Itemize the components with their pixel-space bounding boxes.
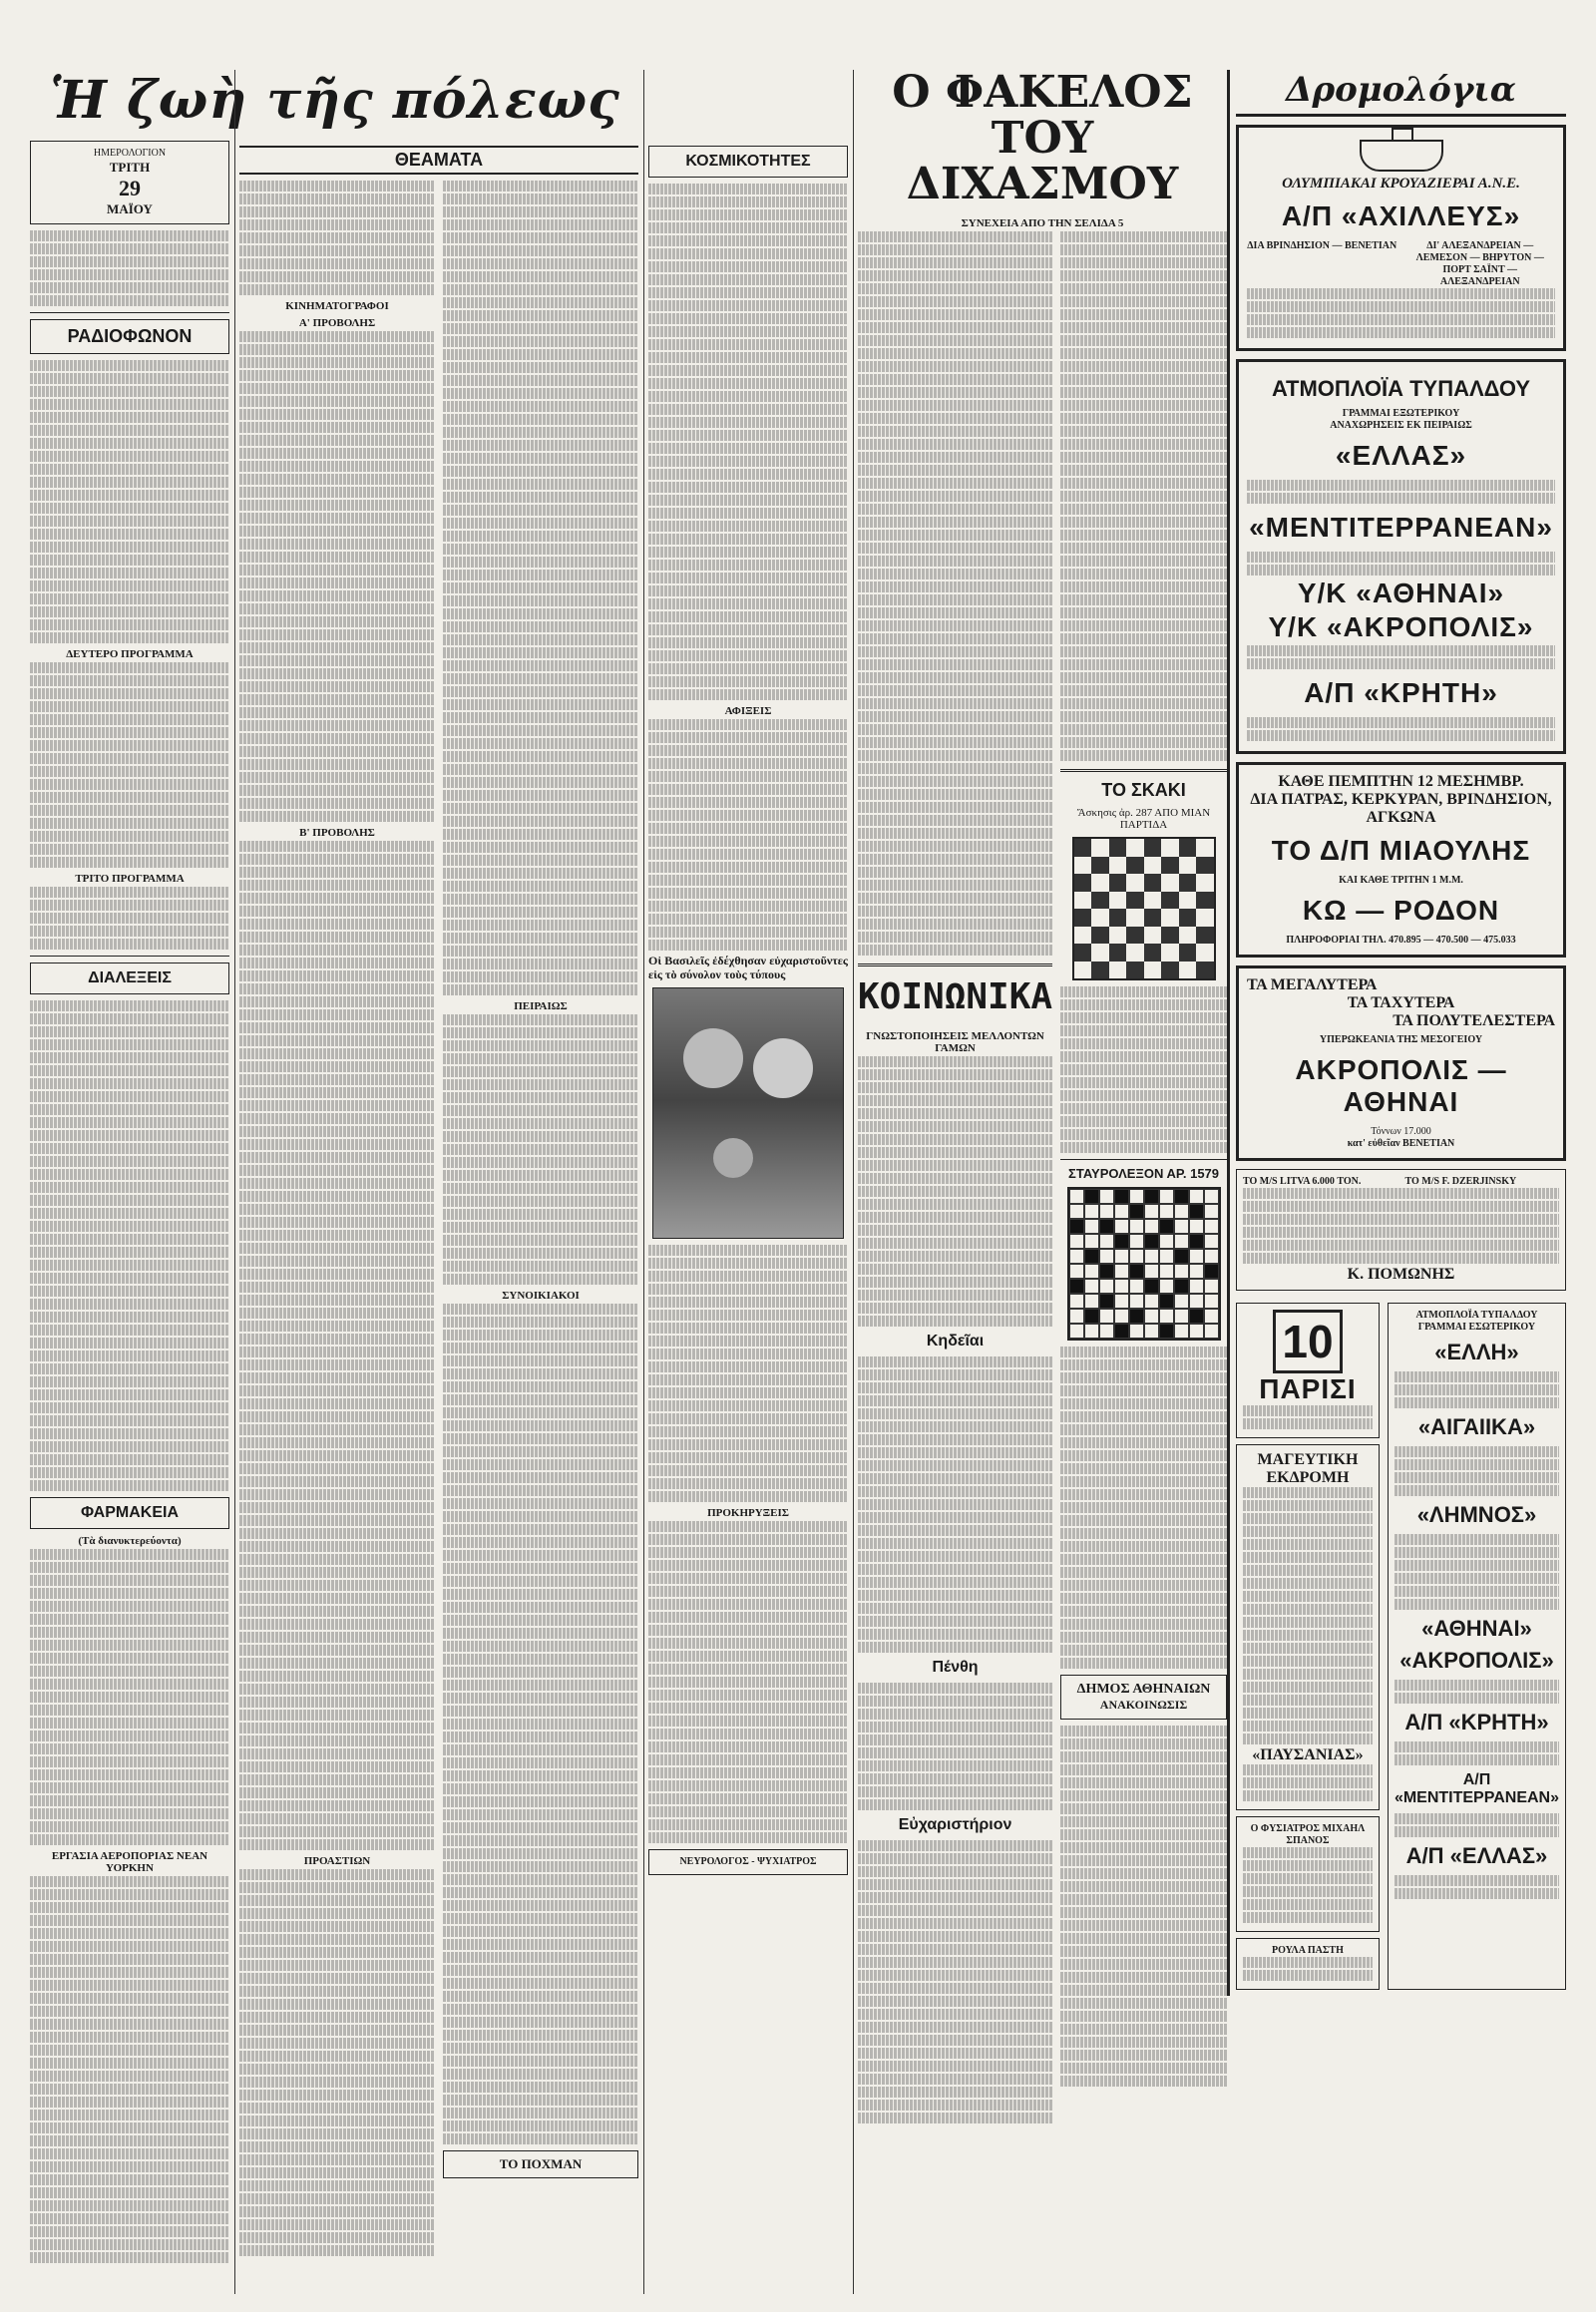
- calendar-label: ΗΜΕΡΟΛΟΓΙΟΝ: [93, 148, 167, 159]
- kriti-ship: Α/Π «ΚΡΗΤΗ»: [1304, 677, 1498, 708]
- calendar-month: ΜΑΪΟΥ: [107, 201, 153, 216]
- ten-days-logo: 10: [1273, 1310, 1342, 1373]
- foreign-lines: ΓΡΑΜΜΑΙ ΕΞΩΤΕΡΙΚΟΥ: [1342, 408, 1460, 419]
- crossword-heading: ΣΤΑΥΡΟΛΕΞΟΝ ΑΡ. 1579: [1068, 1166, 1220, 1181]
- doctor-name: Ο ΦΥΣΙΑΤΡΟΣ ΜΙΧΑΗΛ ΣΠΑΝΟΣ: [1250, 1823, 1366, 1846]
- athinai-ship-2: «ΑΘΗΝΑΙ»: [1421, 1616, 1532, 1641]
- mediterranean-ship-2: Α/Π «ΜΕΝΤΙΤΕΡΡΑΝΕΑΝ»: [1394, 1771, 1559, 1806]
- chess-board: [1072, 837, 1216, 980]
- miaoulis-name: ΤΟ Δ/Π ΜΙΑΟΥΛΗΣ: [1271, 835, 1531, 866]
- calendar-box: [30, 141, 229, 224]
- ellas-ship: «ΕΛΛΑΣ»: [1335, 440, 1467, 471]
- internal-lines: ΓΡΑΜΜΑΙ ΕΣΩΤΕΡΙΚΟΥ: [1417, 1322, 1536, 1333]
- biggest: ΤΑ ΜΕΓΑΛΥΤΕΡΑ: [1247, 976, 1378, 993]
- municipality-heading: ΔΗΜΟΣ ΑΘΗΝΑΙΩΝ: [1076, 1682, 1211, 1697]
- pharmacies-heading: ΦΑΡΜΑΚΕΙΑ: [30, 1497, 229, 1529]
- magic-trip-ad: [1236, 1444, 1380, 1810]
- achilleus-route2: ΔΙ' ΑΛΕΞΑΝΔΡΕΙΑΝ — ΛΕΜΕΣΟΝ — ΒΗΡΥΤΟΝ — ΠΟΡΤ ΣΑΪΝΤ — ΑΛΕΞΑΝΔΡΕΙΑΝ: [1415, 240, 1544, 287]
- poxmann-ad: ΤΟ ΠΟΧΜΑΝ: [499, 2156, 583, 2171]
- funerals-heading: Κηδεῖαι: [926, 1333, 985, 1349]
- phones: ΠΛΗΡΟΦΟΡΙΑΙ ΤΗΛ. 470.895 — 470.500 — 475.033: [1286, 935, 1516, 946]
- akropolis-athinai: ΑΚΡΟΠΟΛΙΣ — ΑΘΗΝΑΙ: [1295, 1054, 1507, 1117]
- pomonis: Κ. ΠΟΜΩΝΗΣ: [1347, 1266, 1455, 1283]
- ellas-ship-2: Α/Π «ΕΛΛΑΣ»: [1405, 1843, 1548, 1868]
- mediterranean-ship: «ΜΕΝΤΙΤΕΡΡΑΝΕΑΝ»: [1249, 512, 1553, 543]
- roula-name: ΡΟΥΛΑ ΠΑΣΤΗ: [1272, 1945, 1344, 1956]
- pharmacies-subheading: (Τὰ διανυκτερεύοντα): [78, 1535, 182, 1547]
- announcement-heading: ΑΝΑΚΟΙΝΩΣΙΣ: [1099, 1698, 1188, 1712]
- cargo-heading: ΕΡΓΑΣΙΑ ΑΕΡΟΠΟΡΙΑΣ ΝΕΑΝ ΥΟΡΚΗΝ: [51, 1850, 208, 1874]
- column-schedules: [1227, 70, 1566, 1996]
- miaoulis-ad: [1236, 762, 1566, 958]
- doctor-ad: [1236, 1816, 1380, 1932]
- every-thursday: ΚΑΘΕ ΠΕΜΠΤΗΝ 12 ΜΕΣΗΜΒΡ.: [1278, 773, 1524, 790]
- calendar-weekday: ΤΡΙΤΗ: [109, 160, 151, 175]
- proclamations-heading: ΠΡΟΚΗΡΥΞΕΙΣ: [707, 1507, 789, 1519]
- limnos-ship: «ΛΗΜΝΟΣ»: [1416, 1502, 1537, 1527]
- litva: ΤΟ Μ/S LITVA 6.000 ΤΟΝ.: [1243, 1176, 1362, 1187]
- patras-route: ΔΙΑ ΠΑΤΡΑΣ, ΚΕΡΚΥΡΑΝ, ΒΡΙΝΔΗΣΙΟΝ, ΑΓΚΩΝΑ: [1250, 791, 1552, 826]
- typaldos-name: ΑΤΜΟΠΛΟΪΑ ΤΥΠΑΛΔΟΥ: [1271, 376, 1531, 401]
- dzerjinsky: ΤΟ Μ/S F. DZERJINSKY: [1404, 1176, 1517, 1187]
- chess-heading: ΤΟ ΣΚΑΚΙ: [1101, 780, 1186, 800]
- third-program-heading: ΤΡΙΤΟ ΠΡΟΓΡΑΜΜΑ: [75, 873, 185, 885]
- akropolis-liner-ad: [1236, 965, 1566, 1161]
- ship-icon: [1360, 140, 1443, 172]
- olympic-ad: [1236, 125, 1566, 351]
- column-feature: [858, 67, 1227, 2125]
- chess-subheading: Ἄσκησις ἀρ. 287 ΑΠΟ ΜΙΑΝ ΠΑΡΤΙΔΑ: [1076, 807, 1211, 831]
- theatres-heading: ΘΕΑΜΑΤΑ: [239, 146, 638, 175]
- column-shows: [239, 70, 638, 2258]
- aigaiika-ship: «ΑΙΓΑΙΙΚΑ»: [1417, 1414, 1536, 1439]
- fastest: ΤΑ ΤΑΧΥΤΕΡΑ: [1347, 994, 1455, 1011]
- schedules-heading: Δρομολόγια: [1236, 70, 1566, 117]
- photo-caption-title: Οἱ Βασιλεῖς ἐδέχθησαν εὐχαριστοῦντες εἰς τὸ σύνολον τοὺς τύπους: [648, 954, 848, 981]
- outskirts-heading: ΠΡΟΑΣΤΙΩΝ: [303, 1855, 371, 1867]
- piraeus-heading: ΠΕΙΡΑΙΩΣ: [514, 1000, 568, 1012]
- olympic-name: ΟΛΥΜΠΙΑΚΑΙ ΚΡΟΥΑΖΙΕΡΑΙ Α.Ν.Ε.: [1282, 176, 1520, 192]
- kos-rodon: ΚΩ — ΡΟΔΟΝ: [1302, 895, 1500, 926]
- engagements-heading: ΓΝΩΣΤΟΠΟΙΗΣΕΙΣ ΜΕΛΛΟΝΤΩΝ ΓΑΜΩΝ: [866, 1030, 1044, 1054]
- athinai-ship: Υ/Κ «ΑΘΗΝΑΙ»: [1297, 578, 1505, 608]
- akropolis-ship: Υ/Κ «ΑΚΡΟΠΟΛΙΣ»: [1268, 611, 1534, 642]
- radio-heading: ΡΑΔΙΟΦΩΝΟΝ: [30, 319, 229, 354]
- crossword-grid: [1067, 1187, 1221, 1341]
- second-program-heading: ΔΕΥΤΕΡΟ ΠΡΟΓΡΑΜΜΑ: [66, 648, 194, 660]
- feature-kicker: ΣΥΝΕΧΕΙΑ ΑΠΟ ΤΗΝ ΣΕΛΙΔΑ 5: [961, 217, 1124, 229]
- soviet-ships-ad: [1236, 1169, 1566, 1291]
- typaldos-ad: [1236, 359, 1566, 754]
- neurologist-ad: ΝΕΥΡΟΛΟΓΟΣ - ΨΥΧΙΑΤΡΟΣ: [679, 1856, 817, 1867]
- typaldos-name-2: ΑΤΜΟΠΛΟΪΑ ΤΥΠΑΛΔΟΥ: [1415, 1310, 1538, 1321]
- feature-title: Ο ΦΑΚΕΛΟΣ ΤΟΥ ΔΙΧΑΣΜΟΥ: [892, 67, 1193, 209]
- second-run-heading: Β' ΠΡΟΒΟΛΗΣ: [299, 827, 375, 839]
- venice-line: κατ' εὐθεῖαν ΒΕΝΕΤΙΑΝ: [1347, 1138, 1455, 1149]
- magic-trip: ΜΑΓΕΥΤΙΚΗ ΕΚΔΡΟΜΗ: [1257, 1451, 1359, 1486]
- first-run-heading: Α' ΠΡΟΒΟΛΗΣ: [298, 317, 376, 329]
- ocean-liners: ΥΠΕΡΩΚΕΑΝΙΑ ΤΗΣ ΜΕΣΟΓΕΙΟΥ: [1319, 1034, 1483, 1045]
- arrivals-heading: ΑΦΙΞΕΙΣ: [724, 705, 772, 717]
- departures: ΑΝΑΧΩΡΗΣΕΙΣ ΕΚ ΠΕΙΡΑΙΩΣ: [1330, 420, 1472, 431]
- elli-ship: «ΕΛΛΗ»: [1434, 1340, 1519, 1364]
- cinemas-heading: ΚΙΝΗΜΑΤΟΓΡΑΦΟΙ: [285, 300, 389, 312]
- tons: Τόννων 17.000: [1371, 1126, 1431, 1137]
- typaldos-internal-ad: [1388, 1303, 1566, 1990]
- koinonika-title: ΚΟΙΝΩΝΙΚΑ: [858, 976, 1053, 1017]
- paris-ad: [1236, 1303, 1380, 1438]
- kriti-ship-2: Α/Π «ΚΡΗΤΗ»: [1404, 1710, 1549, 1734]
- paris-title: ΠΑΡΙΣΙ: [1259, 1373, 1357, 1404]
- mourning-heading: Πένθη: [932, 1659, 979, 1676]
- thanks-heading: Εὐχαριστήριον: [898, 1816, 1012, 1833]
- most-luxurious: ΤΑ ΠΟΛΥΤΕΛΕΣΤΕΡΑ: [1393, 1012, 1555, 1029]
- column-social: [648, 70, 848, 1881]
- achilleus-name: Α/Π «ΑΧΙΛΛΕΥΣ»: [1281, 200, 1521, 231]
- achilleus-route: ΔΙΑ ΒΡΙΝΔΗΣΙΟΝ — ΒΕΝΕΤΙΑΝ: [1247, 240, 1397, 251]
- social-heading: ΚΟΣΜΙΚΟΤΗΤΕΣ: [648, 146, 848, 178]
- newspaper-page: [30, 67, 1566, 2294]
- lectures-heading: ΔΙΑΛΕΞΕΙΣ: [30, 963, 229, 994]
- roula-ad: [1236, 1938, 1380, 1990]
- suburbs-heading: ΣΥΝΟΙΚΙΑΚΟΙ: [502, 1290, 580, 1302]
- akropolis-ship-2: «ΑΚΡΟΠΟΛΙΣ»: [1399, 1648, 1554, 1673]
- royal-photo: [652, 987, 844, 1239]
- pausanias: «ΠΑΥΣΑΝΙΑΣ»: [1252, 1746, 1364, 1763]
- calendar-day: 29: [119, 176, 141, 200]
- masthead: Ἡ ζωὴ τῆς πόλεως: [50, 70, 620, 131]
- every-tuesday: ΚΑΙ ΚΑΘΕ ΤΡΙΤΗΝ 1 Μ.Μ.: [1339, 875, 1463, 886]
